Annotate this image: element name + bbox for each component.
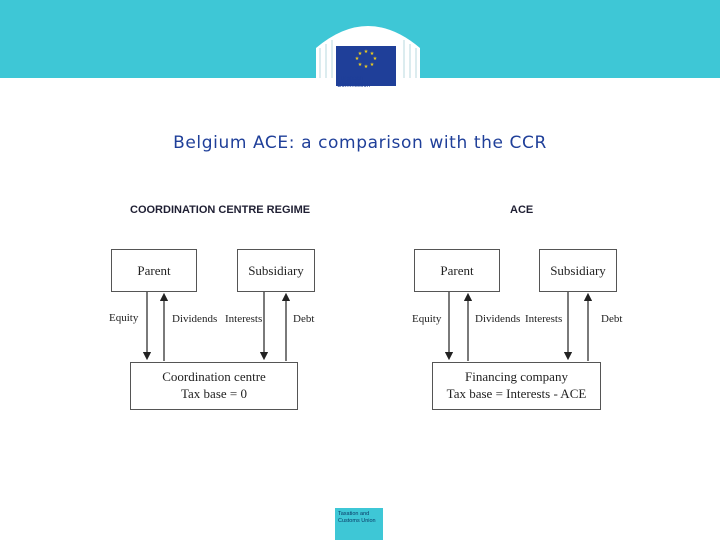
ccr-parent-label: Parent [137,262,171,278]
slide-title: Belgium ACE: a comparison with the CCR [173,133,547,153]
svg-text:★: ★ [354,56,360,62]
ccr-subsidiary-label: Subsidiary [248,262,304,278]
ccr-dividends-label: Dividends [172,313,218,325]
ccr-debt-label: Debt [293,313,315,325]
ace-equity-label: Equity [412,313,442,325]
ace-parent-label: Parent [440,262,474,278]
ace-interests-label: Interests [525,313,563,325]
svg-text:★: ★ [357,62,363,68]
svg-text:★: ★ [357,51,363,57]
ace-subsidiary-label: Subsidiary [550,262,606,278]
ccr-bottom-line1: Coordination centre [162,369,266,384]
ace-bottom-line2: Tax base = Interests - ACE [446,386,587,401]
footer-text [338,511,376,524]
svg-text:★: ★ [363,49,369,55]
ace-dividends-label: Dividends [475,313,521,325]
ccr-interests-label: Interests [225,313,263,325]
ace-debt-label: Debt [601,313,623,325]
logo-text-line2: Commission [337,83,371,89]
ace-heading: ACE [510,204,534,216]
svg-text:★: ★ [369,62,375,68]
ccr-bottom-line2: Tax base = 0 [181,386,247,401]
ace-bottom-line1: Financing company [465,369,568,384]
footer-line1: Taxation and [338,511,370,517]
svg-text:★: ★ [372,56,378,62]
footer-line2: Customs Union [338,517,376,524]
svg-text:★: ★ [363,64,369,70]
ccr-equity-label: Equity [109,312,139,324]
svg-text:★: ★ [369,51,375,57]
ccr-heading: COORDINATION CENTRE REGIME [130,204,311,216]
logo-text-line1: European [337,76,364,82]
